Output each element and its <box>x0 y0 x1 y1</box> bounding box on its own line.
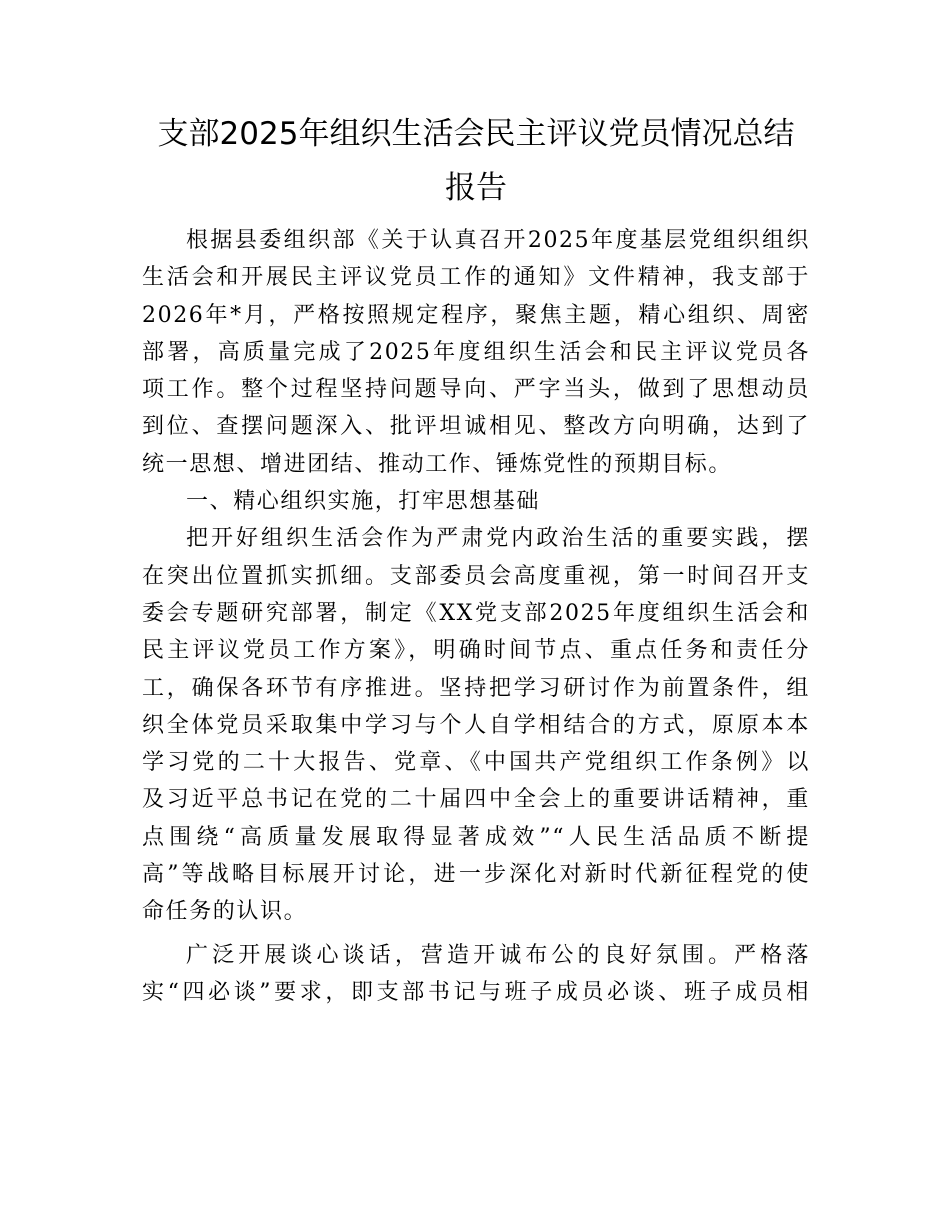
text-line: 在突出位置抓实抓细。支部委员会高度重视，第一时间召开支 <box>142 563 810 589</box>
text-line: 生活会和开展民主评议党员工作的通知》文件精神，我支部于 <box>142 265 810 291</box>
paragraph-talks <box>142 937 810 1012</box>
section-heading-1: 一、精心组织实施，打牢思想基础 <box>186 489 541 515</box>
text-line: 2026年*月，严格按照规定程序，聚焦主题，精心组织、周密 <box>142 302 810 328</box>
document-title <box>142 107 810 215</box>
title-line-2: 报告 <box>445 170 507 206</box>
text-line: 统一思想、增进团结、推动工作、锤炼党性的预期目标。 <box>142 451 733 477</box>
paragraph-intro <box>142 222 810 483</box>
document-body <box>142 222 810 1011</box>
text-line: 学习党的二十大报告、党章、《中国共产党组织工作条例》以 <box>142 750 810 776</box>
text-line: 高”等战略目标展开讨论，进一步深化对新时代新征程党的使 <box>142 862 810 888</box>
text-line: 把开好组织生活会作为严肃党内政治生活的重要实践，摆 <box>186 526 810 552</box>
text-line: 实“四必谈”要求，即支部书记与班子成员必谈、班子成员相 <box>142 979 810 1005</box>
text-line: 民主评议党员工作方案》，明确时间节点、重点任务和责任分 <box>142 638 810 664</box>
text-line: 委会专题研究部署，制定《XX党支部2025年度组织生活会和 <box>142 600 810 626</box>
text-line: 部署，高质量完成了2025年度组织生活会和民主评议党员各 <box>142 339 810 365</box>
text-line: 到位、查摆问题深入、批评坦诚相见、整改方向明确，达到了 <box>142 414 810 440</box>
text-line: 工，确保各环节有序推进。坚持把学习研讨作为前置条件，组 <box>142 675 810 701</box>
paragraph-organize <box>142 520 810 930</box>
text-line: 项工作。整个过程坚持问题导向、严字当头，做到了思想动员 <box>142 377 810 403</box>
text-line: 及习近平总书记在党的二十届四中全会上的重要讲话精神，重 <box>142 787 810 813</box>
text-line: 根据县委组织部《关于认真召开2025年度基层党组织组织 <box>186 228 810 253</box>
text-line: 织全体党员采取集中学习与个人自学相结合的方式，原原本本 <box>142 712 810 738</box>
text-line: 广泛开展谈心谈话，营造开诚布公的良好氛围。严格落 <box>186 942 810 968</box>
title-line-1: 支部2025年组织生活会民主评议党员情况总结 <box>157 116 795 152</box>
text-line: 命任务的认识。 <box>142 899 308 925</box>
document-page <box>142 0 810 1011</box>
text-line: 点围绕“高质量发展取得显著成效”“人民生活品质不断提 <box>142 824 810 850</box>
